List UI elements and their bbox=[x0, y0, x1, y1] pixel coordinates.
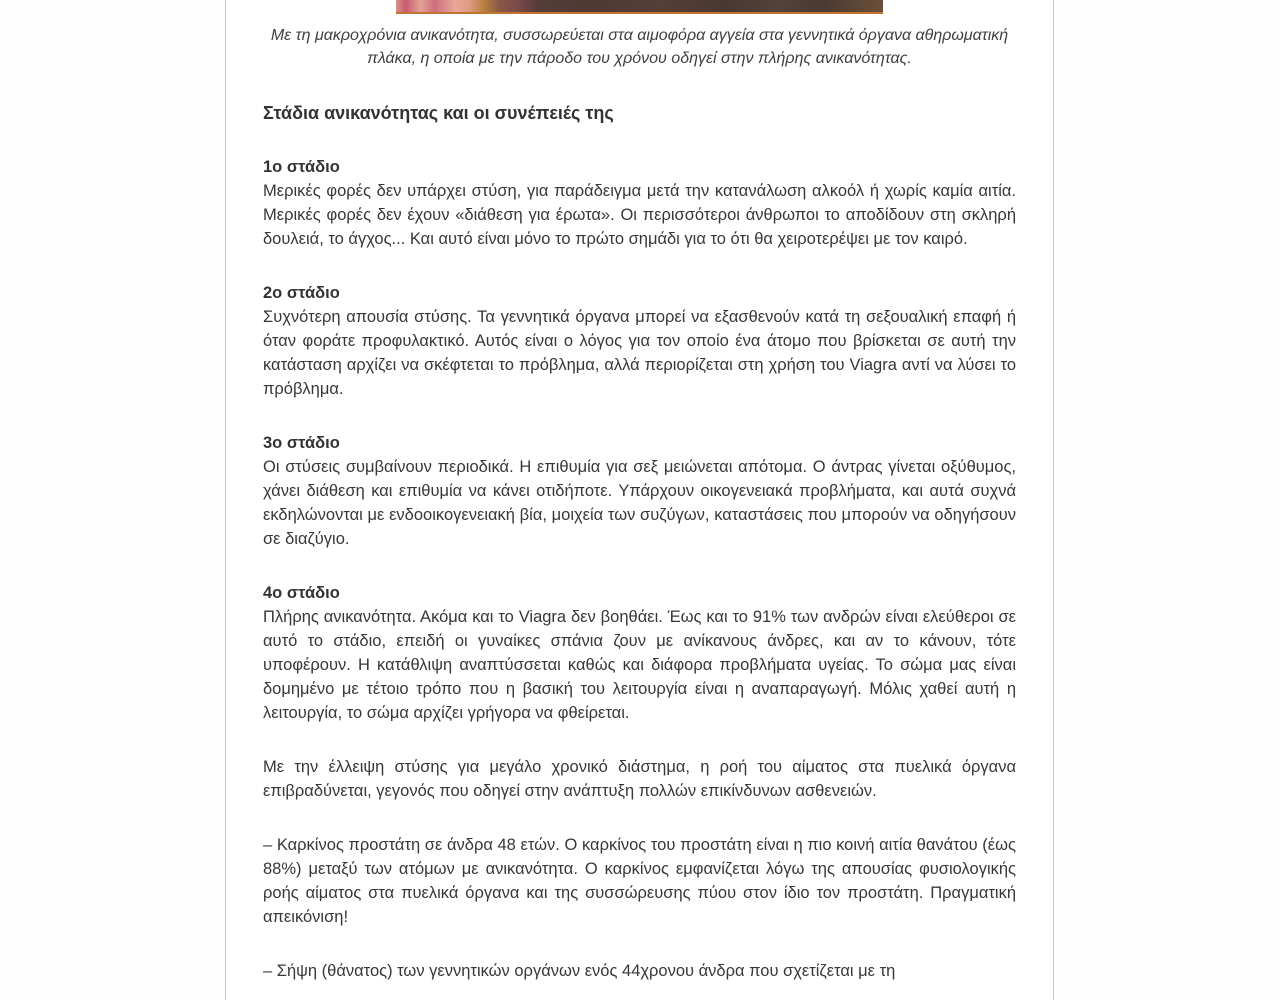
article-column bbox=[225, 0, 1054, 1000]
article-photo-cropped bbox=[396, 0, 883, 14]
stage-1-text: Μερικές φορές δεν υπάρχει στύση, για παράδειγμα μετά την κατανάλωση αλκοόλ ή χωρίς καμία αιτία. Μερικές φορές δεν έχουν «διάθεση για έρωτα». Οι περισσότεροι άνθρωποι το αποδίδουν στη σκληρή δουλειά, το άγχος... Και αυτό είναι μόνο το πρώτο σημάδι για το ότι θα χειροτερέψει με τον καιρό. bbox=[263, 182, 1016, 248]
image-caption: Με τη μακροχρόνια ανικανότητα, συσσωρεύεται στα αιμοφόρα αγγεία στα γεννητικά όργανα αθηρωματική πλάκα, η οποία με την πάροδο του χρόνου οδηγεί στην πλήρης ανικανότητας. bbox=[270, 27, 1009, 67]
stage-section-2 bbox=[263, 281, 1016, 401]
paragraph-sepsis-cutoff: – Σήψη (θάνατος) των γεννητικών οργάνων ενός 44χρονου άνδρα που σχετίζεται με τη bbox=[263, 962, 896, 980]
paragraph-prostate-cancer: – Καρκίνος προστάτη σε άνδρα 48 ετών. Ο καρκίνος του προστάτη είναι η πιο κοινή αιτία θανάτου (έως 88%) μεταξύ των ατόμων με ανικανότητα. Ο καρκίνος εμφανίζεται λόγω της απουσίας φυσιολογικής ροής αίματος στα πυελικά όργανα και της συσσώρευσης πύου στον ίδιο τον προστάτη. Πραγματική απεικόνιση! bbox=[263, 836, 1016, 926]
stage-4-title: 4ο στάδιο bbox=[263, 584, 340, 602]
article-heading: Στάδια ανικανότητας και οι συνέπειές της bbox=[263, 103, 614, 123]
stage-1-title: 1ο στάδιο bbox=[263, 158, 340, 176]
stage-4-text: Πλήρης ανικανότητα. Ακόμα και το Viagra δεν βοηθάει. Έως και το 91% των ανδρών είναι ελεύθεροι σε αυτό το στάδιο, επειδή οι γυναίκες σπάνια ζουν με ανίκανους άνδρες, και αν το κάνουν, τότε υποφέρουν. Η κατάθλιψη αναπτύσσεται καθώς και διάφορα προβλήματα υγείας. Το σώμα μας είναι δομημένο με τέτοιο τρόπο που η βασική του λειτουργία είναι η αναπαραγωγή. Μόλις χαθεί αυτή η λειτουργία, το σώμα αρχίζει γρήγορα να φθείρεται. bbox=[263, 608, 1016, 722]
paragraph-blood-flow: Με την έλλειψη στύσης για μεγάλο χρονικό διάστημα, η ροή του αίματος στα πυελικά όργανα επιβραδύνεται, γεγονός που οδηγεί στην ανάπτυξη πολλών επικίνδυνων ασθενειών. bbox=[263, 758, 1016, 800]
stage-3-text: Οι στύσεις συμβαίνουν περιοδικά. Η επιθυμία για σεξ μειώνεται απότομα. Ο άντρας γίνεται οξύθυμος, χάνει διάθεση και επιθυμία να κάνει οτιδήποτε. Υπάρχουν οικογενειακά προβλήματα, και αυτά συχνά εκδηλώνονται με ενδοοικογενειακή βία, μοιχεία των συζύγων, καταστάσεις που μπορούν να οδηγήσουν σε διαζύγιο. bbox=[263, 458, 1016, 548]
stage-section-1 bbox=[263, 155, 1016, 251]
stage-2-text: Συχνότερη απουσία στύσης. Τα γεννητικά όργανα μπορεί να εξασθενούν κατά τη σεξουαλική επαφή ή όταν φοράτε προφυλακτικό. Αυτός είναι ο λόγος για τον οποίο ένα άτομο που βρίσκεται σε αυτή την κατάσταση αρχίζει να σκέφτεται το πρόβλημα, αλλά περιορίζεται στη χρήση του Viagra αντί να λύσει το πρόβλημα. bbox=[263, 308, 1016, 398]
stage-3-title: 3ο στάδιο bbox=[263, 434, 340, 452]
stage-section-3 bbox=[263, 431, 1016, 551]
stage-section-4 bbox=[263, 581, 1016, 725]
stage-2-title: 2ο στάδιο bbox=[263, 284, 340, 302]
